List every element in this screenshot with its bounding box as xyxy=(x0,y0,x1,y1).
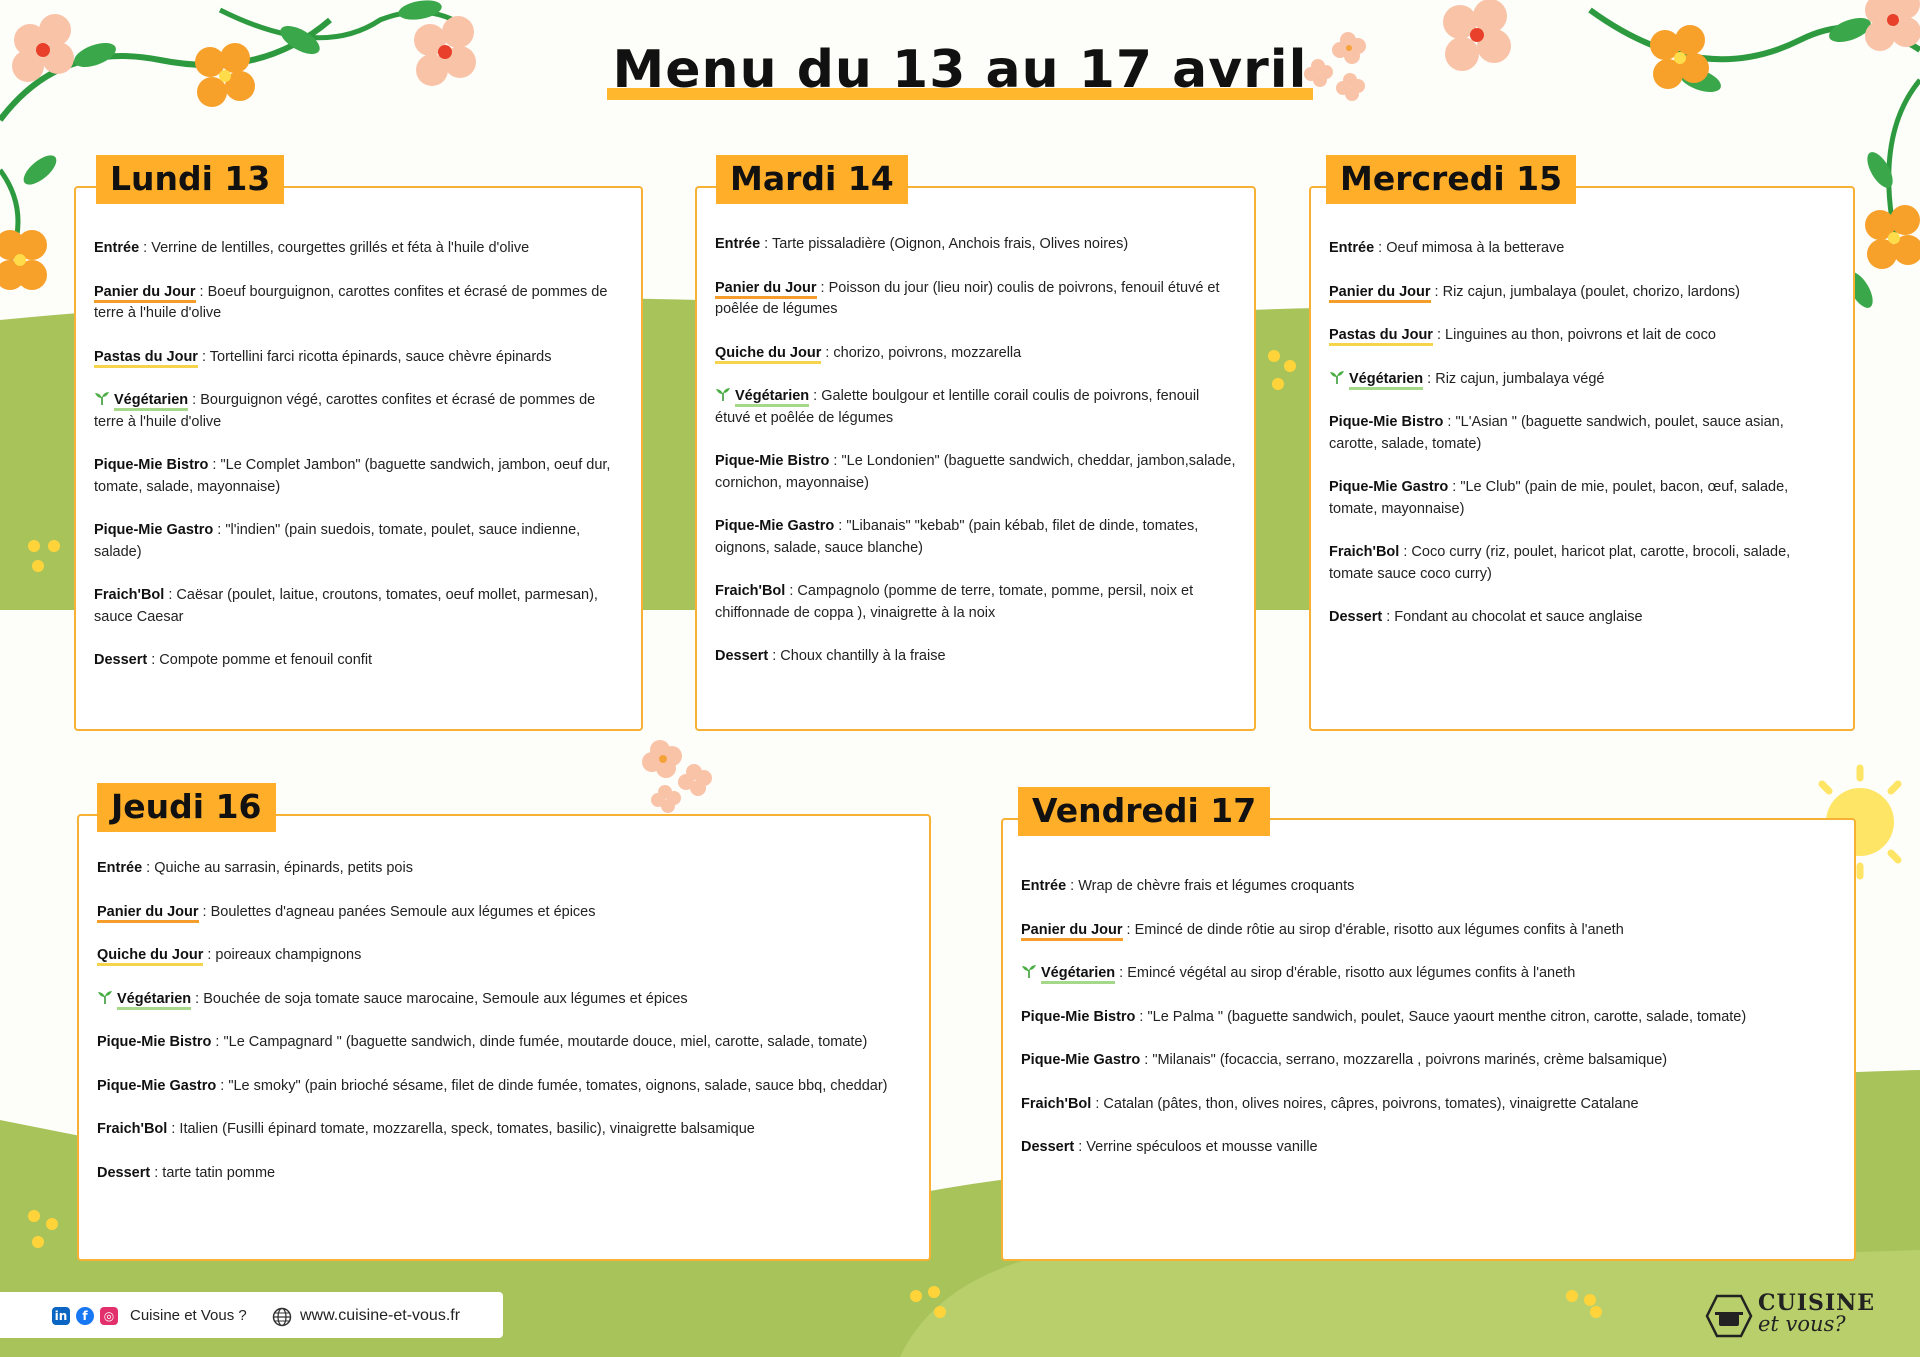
menu-item xyxy=(715,343,1236,365)
menu-item xyxy=(1329,282,1835,304)
item-description: : "Le Club" (pain de mie, poulet, bacon, œuf, salade, tomate, mayonnaise) xyxy=(1329,479,1789,517)
item-label: Pique-Mie Gastro xyxy=(1329,479,1449,495)
item-label: Dessert xyxy=(97,1164,151,1181)
day-card-mercredi xyxy=(1309,186,1855,731)
menu-item xyxy=(97,1032,911,1054)
menu-item xyxy=(715,234,1236,256)
item-description: : "Le Palma " (baguette sandwich, poulet, Sauce yaourt menthe citron, carotte, salade, tomate) xyxy=(1135,1008,1747,1025)
item-description: : Emincé de dinde rôtie au sirop d'érable, risotto aux légumes confits à l'aneth xyxy=(1122,921,1624,938)
menu-item xyxy=(97,1076,911,1098)
item-description: : Wrap de chèvre frais et légumes croquants xyxy=(1066,878,1355,894)
item-description: : Bouchée de soja tomate sauce marocaine, Semoule aux légumes et épices xyxy=(191,990,688,1007)
item-description: : Oeuf mimosa à la betterave xyxy=(1374,240,1565,256)
item-label: Panier du Jour xyxy=(1021,922,1123,941)
sprout-icon xyxy=(1021,964,1037,978)
brand-logo xyxy=(1705,1290,1895,1342)
menu-item xyxy=(1329,477,1835,520)
menu-item xyxy=(1329,238,1835,260)
item-label: Pastas du Jour xyxy=(1329,327,1433,346)
item-description: : Caësar (poulet, laitue, croutons, tomates, oeuf mollet, parmesan), sauce Caesar xyxy=(94,587,598,625)
item-description: : Riz cajun, jumbalaya (poulet, chorizo, lardons) xyxy=(1430,283,1741,300)
sprout-icon xyxy=(1329,370,1345,384)
menu-item xyxy=(715,581,1236,624)
item-label: Pique-Mie Bistro xyxy=(97,1034,212,1050)
menu-item xyxy=(97,1163,911,1185)
day-card-jeudi xyxy=(77,814,931,1261)
menu-items xyxy=(97,858,911,1206)
item-label: Entrée xyxy=(1329,240,1375,256)
menu-items xyxy=(94,238,623,694)
item-label: Végétarien xyxy=(1041,965,1115,984)
item-description: : Boulettes d'agneau panées Semoule aux légumes et épices xyxy=(198,903,596,920)
menu-item xyxy=(1329,369,1835,391)
item-label: Fraich'Bol xyxy=(1021,1095,1092,1112)
item-label: Pique-Mie Bistro xyxy=(1329,414,1444,430)
item-label: Panier du Jour xyxy=(715,280,817,299)
day-card-lundi xyxy=(74,186,643,731)
item-label: Entrée xyxy=(97,860,143,876)
menu-item xyxy=(1021,876,1836,898)
sprout-icon xyxy=(97,990,113,1004)
menu-item xyxy=(1329,412,1835,455)
item-label: Végétarien xyxy=(117,991,191,1010)
item-label: Fraich'Bol xyxy=(97,1121,168,1137)
globe-icon xyxy=(272,1307,292,1327)
menu-item xyxy=(94,520,623,563)
menu-item xyxy=(94,282,623,325)
item-label: Pique-Mie Gastro xyxy=(97,1077,217,1094)
linkedin-icon[interactable]: in xyxy=(52,1307,70,1325)
menu-item xyxy=(94,650,623,672)
day-title-mercredi: Mercredi 15 xyxy=(1326,155,1576,204)
item-description: : "Le Londonien" (baguette sandwich, cheddar, jambon,salade, cornichon, mayonnaise) xyxy=(715,453,1236,491)
item-description: : "Le smoky" (pain brioché sésame, filet de dinde fumée, tomates, oignons, salade, sauce bbq, cheddar) xyxy=(216,1077,888,1094)
menu-item xyxy=(94,585,623,628)
item-description: : Quiche au sarrasin, épinards, petits pois xyxy=(142,860,413,876)
item-label: Fraich'Bol xyxy=(94,587,165,603)
pot-icon xyxy=(1705,1294,1753,1338)
menu-item xyxy=(94,238,623,260)
item-description: : Verrine de lentilles, courgettes grillés et féta à l'huile d'olive xyxy=(139,240,530,256)
menu-item xyxy=(1329,325,1835,347)
item-description: : Bourguignon végé, carottes confites et écrasé de pommes de terre à l'huile d'olive xyxy=(94,392,596,430)
item-label: Pique-Mie Bistro xyxy=(1021,1008,1136,1025)
menu-item xyxy=(1021,1007,1836,1029)
menu-items xyxy=(715,234,1236,690)
item-label: Pique-Mie Gastro xyxy=(715,518,835,534)
menu-item xyxy=(94,455,623,498)
logo-line1: CUISINE xyxy=(1758,1290,1876,1316)
item-description: : Emincé végétal au sirop d'érable, risotto aux légumes confits à l'aneth xyxy=(1115,965,1576,981)
footer-bar xyxy=(0,1292,503,1338)
website-link[interactable]: www.cuisine-et-vous.fr xyxy=(300,1307,461,1324)
item-description: : "L'Asian " (baguette sandwich, poulet, sauce asian, carotte, salade, tomate) xyxy=(1329,414,1784,452)
item-description: : Boeuf bourguignon, carottes confites et écrasé de pommes de terre à l'huile d'olive xyxy=(94,283,608,321)
item-label: Quiche du Jour xyxy=(97,947,203,966)
item-label: Panier du Jour xyxy=(97,904,199,923)
menu-item xyxy=(715,386,1236,429)
sprout-icon xyxy=(715,387,731,401)
item-label: Fraich'Bol xyxy=(1329,544,1400,560)
item-label: Fraich'Bol xyxy=(715,583,786,599)
item-description: : Catalan (pâtes, thon, olives noires, câpres, poivrons, tomates), vinaigrette Catalane xyxy=(1091,1095,1639,1112)
item-description: : Coco curry (riz, poulet, haricot plat, carotte, brocoli, salade, tomate sauce coco curry) xyxy=(1329,544,1791,582)
item-description: : Linguines au thon, poivrons et lait de coco xyxy=(1432,327,1716,343)
day-title-mardi: Mardi 14 xyxy=(716,155,908,204)
page-title: Menu du 13 au 17 avril xyxy=(607,40,1314,100)
day-title-vendredi: Vendredi 17 xyxy=(1018,787,1270,836)
item-label: Dessert xyxy=(1329,609,1383,625)
item-label: Pique-Mie Bistro xyxy=(715,453,830,469)
menu-items xyxy=(1329,238,1835,651)
item-description: : Tarte pissaladière (Oignon, Anchois frais, Olives noires) xyxy=(760,236,1129,252)
day-title-lundi: Lundi 13 xyxy=(96,155,284,204)
menu-item xyxy=(94,390,623,433)
item-label: Pastas du Jour xyxy=(94,349,198,368)
menu-item xyxy=(715,451,1236,494)
item-description: : Tortellini farci ricotta épinards, sauce chèvre épinards xyxy=(197,348,552,365)
day-card-mardi xyxy=(695,186,1256,731)
item-label: Pique-Mie Bistro xyxy=(94,457,209,473)
sprout-icon xyxy=(94,391,110,405)
instagram-icon[interactable]: ◎ xyxy=(100,1307,118,1325)
item-description: : Galette boulgour et lentille corail coulis de poivrons, fenouil étuvé et poêlée de légumes xyxy=(715,388,1200,426)
item-description: : Riz cajun, jumbalaya végé xyxy=(1423,370,1605,387)
item-label: Entrée xyxy=(715,236,761,252)
item-label: Quiche du Jour xyxy=(715,345,821,364)
item-description: : "Le Campagnard " (baguette sandwich, dinde fumée, moutarde douce, miel, carotte, salade, tomate) xyxy=(211,1034,868,1050)
item-description: : "Milanais" (focaccia, serrano, mozzarella , poivrons marinés, crème balsamique) xyxy=(1140,1052,1668,1068)
day-title-jeudi: Jeudi 16 xyxy=(97,783,276,832)
item-description: : "Le Complet Jambon" (baguette sandwich, jambon, oeuf dur, tomate, salade, mayonnaise) xyxy=(94,457,611,495)
menu-item xyxy=(1021,920,1836,942)
item-description: : Compote pomme et fenouil confit xyxy=(147,652,373,668)
item-label: Panier du Jour xyxy=(94,284,196,303)
item-description: : Campagnolo (pomme de terre, tomate, pomme, persil, noix et chiffonnade de coppa ), vinaigrette à la noix xyxy=(715,583,1194,621)
menu-item xyxy=(97,858,911,880)
menu-item xyxy=(715,516,1236,559)
item-description: : Fondant au chocolat et sauce anglaise xyxy=(1382,609,1643,625)
facebook-icon[interactable]: f xyxy=(76,1307,94,1325)
logo-line2: et vous? xyxy=(1758,1312,1846,1336)
menu-item xyxy=(94,347,623,369)
item-label: Végétarien xyxy=(1349,371,1423,390)
menu-item xyxy=(715,646,1236,668)
item-label: Dessert xyxy=(94,652,148,668)
day-card-vendredi xyxy=(1001,818,1856,1261)
item-label: Dessert xyxy=(715,648,769,664)
item-description: : "Libanais" "kebab" (pain kébab, filet de dinde, tomates, oignons, salade, sauce blanche) xyxy=(715,518,1199,556)
item-description: : Verrine spéculoos et mousse vanille xyxy=(1074,1139,1318,1155)
menu-item xyxy=(715,278,1236,321)
item-label: Dessert xyxy=(1021,1139,1075,1155)
menu-item xyxy=(97,1119,911,1141)
menu-item xyxy=(97,989,911,1011)
item-label: Végétarien xyxy=(114,392,188,411)
menu-title-wrap xyxy=(0,40,1920,100)
menu-item xyxy=(1021,1137,1836,1159)
menu-item xyxy=(1329,542,1835,585)
item-label: Entrée xyxy=(94,240,140,256)
menu-item xyxy=(97,945,911,967)
item-description: : Choux chantilly à la fraise xyxy=(768,648,946,664)
menu-items xyxy=(1021,876,1836,1181)
item-label: Pique-Mie Gastro xyxy=(94,522,214,538)
menu-item xyxy=(1021,1050,1836,1072)
item-description: : Italien (Fusilli épinard tomate, mozzarella, speck, tomates, basilic), vinaigrette balsamique xyxy=(167,1121,755,1137)
item-label: Pique-Mie Gastro xyxy=(1021,1052,1141,1068)
item-description: : tarte tatin pomme xyxy=(150,1164,276,1181)
item-label: Entrée xyxy=(1021,878,1067,894)
item-description: : poireaux champignons xyxy=(203,947,362,963)
item-label: Végétarien xyxy=(735,388,809,407)
menu-item xyxy=(97,902,911,924)
item-description: : Poisson du jour (lieu noir) coulis de poivrons, fenouil étuvé et poêlée de légumes xyxy=(715,279,1220,317)
item-label: Panier du Jour xyxy=(1329,284,1431,303)
brand-name: Cuisine et Vous ? xyxy=(130,1307,247,1324)
item-description: : chorizo, poivrons, mozzarella xyxy=(821,344,1022,361)
menu-item xyxy=(1021,963,1836,985)
item-description: : "l'indien" (pain suedois, tomate, poulet, sauce indienne, salade) xyxy=(94,522,581,560)
menu-item xyxy=(1021,1094,1836,1116)
menu-item xyxy=(1329,607,1835,629)
